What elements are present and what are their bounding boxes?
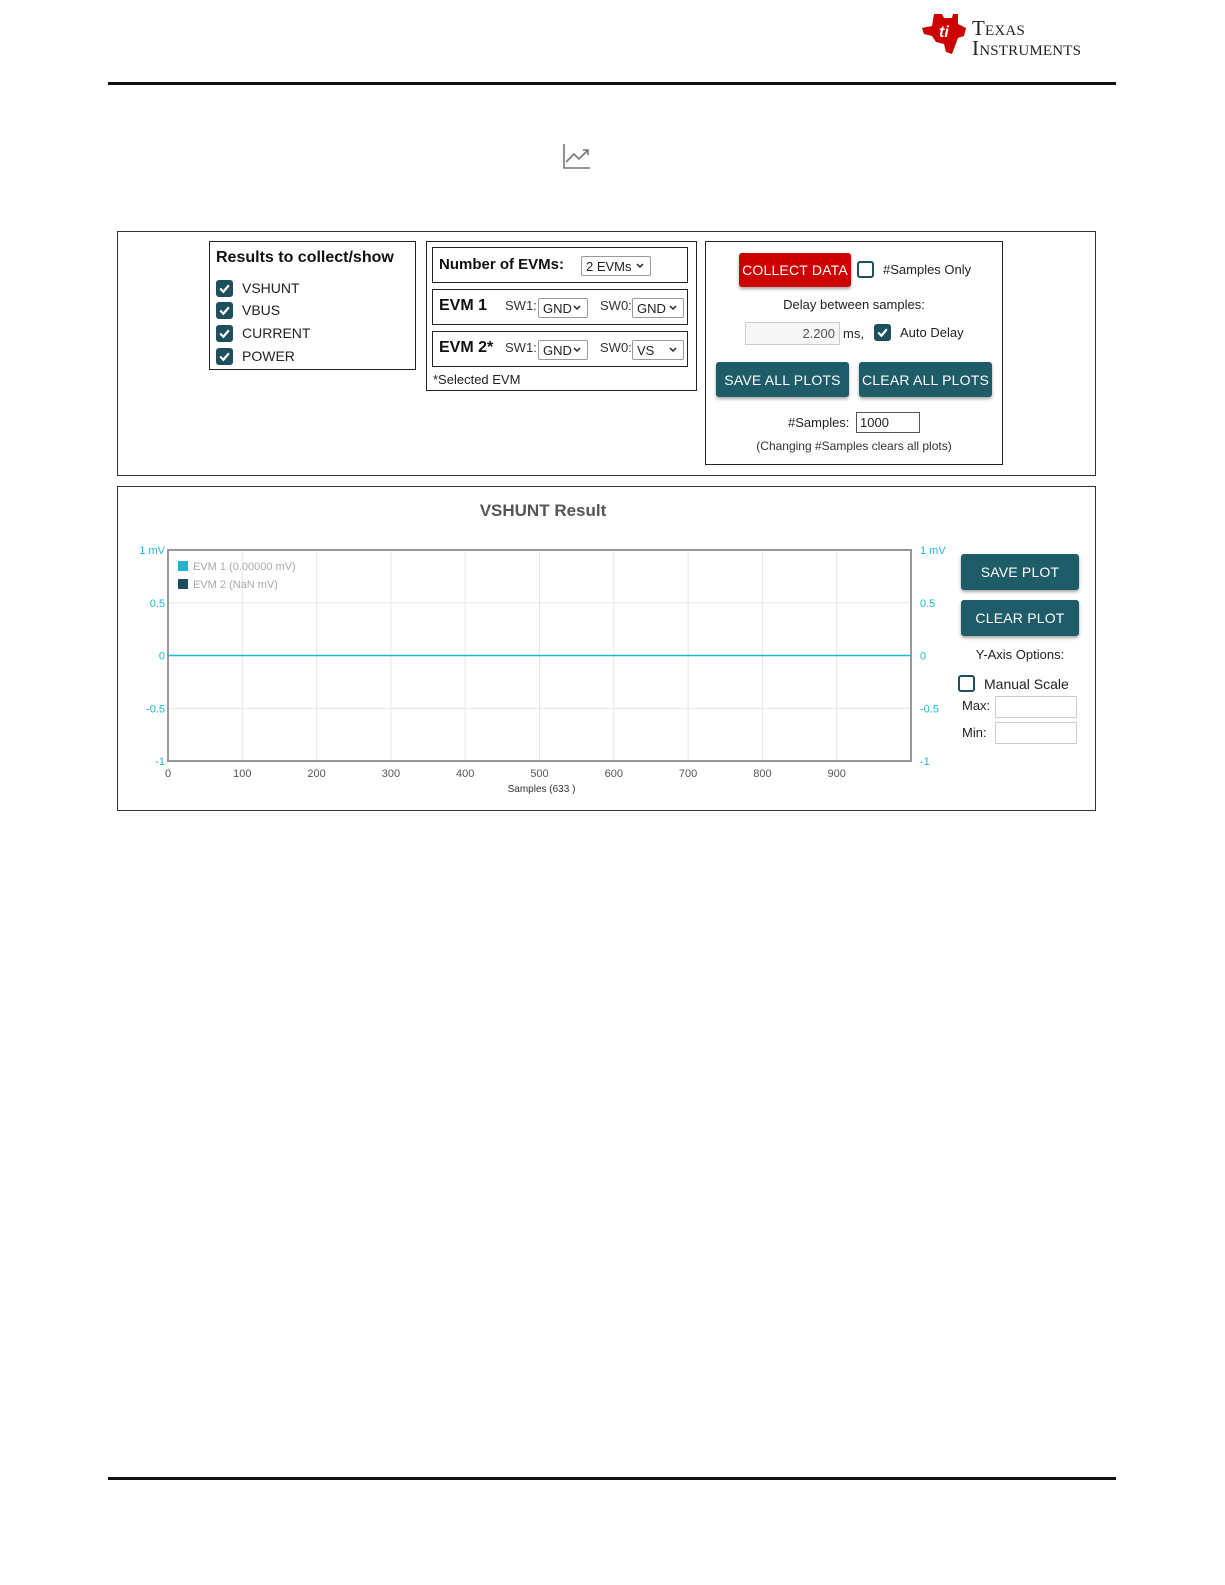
auto-delay-checkbox[interactable] <box>874 324 891 341</box>
x-tick-label: 400 <box>456 768 475 780</box>
delay-label: Delay between samples: <box>783 297 925 312</box>
header-rule <box>108 82 1116 85</box>
line-chart-icon[interactable] <box>562 142 592 175</box>
checkmark-icon <box>218 327 231 340</box>
x-tick-label: 600 <box>604 768 623 780</box>
result-option-vbus[interactable] <box>216 300 280 320</box>
chevron-down-icon <box>668 345 678 355</box>
results-title: Results to collect/show <box>216 249 394 266</box>
num-evms-row <box>432 247 688 283</box>
x-tick-label: 100 <box>233 768 252 780</box>
y-tick-label-left: -0.5 <box>146 703 165 716</box>
result-option-current[interactable] <box>216 323 310 343</box>
legend-swatch-1 <box>178 561 188 571</box>
checkmark-icon <box>876 326 889 339</box>
y-tick-label-left: 1 mV <box>139 545 165 557</box>
checkmark-icon <box>218 304 231 317</box>
result-checkbox[interactable] <box>216 325 233 342</box>
save-all-plots-button[interactable]: SAVE ALL PLOTS <box>716 362 849 397</box>
manual-scale-checkbox[interactable] <box>958 675 975 692</box>
vshunt-chart <box>118 487 958 810</box>
legend-label-1: EVM 1 (0.00000 mV) <box>193 561 296 573</box>
x-tick-label: 0 <box>164 768 172 780</box>
evm1-sw0-label: SW0: <box>600 298 632 313</box>
result-label: VSHUNT <box>242 280 300 296</box>
chevron-down-icon <box>635 261 645 271</box>
evm2-sw0-label: SW0: <box>600 340 632 355</box>
result-option-vshunt[interactable] <box>216 278 300 298</box>
evm1-sw0-value: GND <box>637 300 666 316</box>
evm1-sw1-select[interactable] <box>538 298 588 318</box>
chevron-down-icon <box>572 345 582 355</box>
result-checkbox[interactable] <box>216 280 233 297</box>
y-axis-options-label: Y-Axis Options: <box>975 647 1065 662</box>
evm2-sw1-value: GND <box>543 342 572 358</box>
result-label: VBUS <box>242 302 281 318</box>
evm2-sw0-value: VS <box>637 342 655 358</box>
num-evms-value: 2 EVMs <box>586 258 632 274</box>
min-label: Min: <box>962 725 987 740</box>
delay-unit: ms, <box>843 326 864 341</box>
max-input[interactable] <box>995 696 1077 718</box>
evm2-sw1-label: SW1: <box>505 340 537 355</box>
x-tick-label: 800 <box>753 768 772 780</box>
y-tick-label-left: -1 <box>155 756 165 768</box>
samples-only-option[interactable] <box>857 261 971 278</box>
evm1-row <box>432 289 688 325</box>
result-label: CURRENT <box>242 325 311 341</box>
selected-evm-note: *Selected EVM <box>433 372 521 387</box>
logo-line1: Texas <box>972 16 1025 40</box>
samples-only-checkbox[interactable] <box>857 261 874 278</box>
evm-box <box>426 241 697 391</box>
clear-plot-button[interactable]: CLEAR PLOT <box>961 600 1079 636</box>
result-checkbox[interactable] <box>216 302 233 319</box>
evm2-label: EVM 2* <box>439 339 494 356</box>
evm1-sw1-label: SW1: <box>505 298 537 313</box>
x-tick-label: 900 <box>827 768 846 780</box>
chart-title: VSHUNT Result <box>479 501 607 520</box>
collect-box <box>705 241 1003 465</box>
evm1-label: EVM 1 <box>439 297 488 314</box>
manual-scale-label: Manual Scale <box>984 675 1069 692</box>
num-evms-label: Number of EVMs: <box>439 256 565 273</box>
result-checkbox[interactable] <box>216 348 233 365</box>
result-option-power[interactable] <box>216 346 295 366</box>
num-evms-select[interactable] <box>581 256 651 276</box>
legend-label-2: EVM 2 (NaN mV) <box>193 579 278 591</box>
delay-input[interactable]: 2.200 <box>745 322 840 345</box>
collect-data-button[interactable]: COLLECT DATA <box>739 253 851 287</box>
ti-wordmark <box>972 18 1081 58</box>
legend-swatch-2 <box>178 579 188 589</box>
save-plot-button[interactable]: SAVE PLOT <box>961 554 1079 590</box>
samples-input[interactable]: 1000 <box>856 412 920 433</box>
min-input[interactable] <box>995 722 1077 744</box>
svg-text:ti: ti <box>939 24 949 41</box>
x-tick-label: 700 <box>678 768 698 780</box>
samples-only-label: #Samples Only <box>883 262 972 277</box>
logo-line2: Instruments <box>972 36 1082 60</box>
y-tick-label-right: -0.5 <box>920 703 939 716</box>
y-tick-label-right: 0 <box>920 650 927 663</box>
y-tick-label-right: -1 <box>920 756 930 768</box>
evm1-sw1-value: GND <box>543 300 572 316</box>
samples-label: #Samples: <box>788 415 850 430</box>
x-tick-label: 500 <box>530 768 549 780</box>
y-tick-label-left: 0.5 <box>149 597 165 610</box>
evm2-sw0-select[interactable] <box>632 340 684 360</box>
max-label: Max: <box>962 698 991 713</box>
y-tick-label-right: 0.5 <box>920 597 936 610</box>
manual-scale-option[interactable] <box>958 675 1069 692</box>
auto-delay-option[interactable] <box>874 324 964 341</box>
chevron-down-icon <box>668 303 678 313</box>
plot-panel <box>117 486 1096 811</box>
checkmark-icon <box>218 350 231 363</box>
x-tick-label: 200 <box>307 768 326 780</box>
y-tick-label-right: 1 mV <box>920 545 946 557</box>
evm2-sw1-select[interactable] <box>538 340 588 360</box>
evm1-sw0-select[interactable] <box>632 298 684 318</box>
x-axis-label: Samples (633 ) <box>507 784 576 795</box>
evm2-row <box>432 331 688 367</box>
result-label: POWER <box>242 348 295 364</box>
controls-panel <box>117 231 1096 476</box>
checkmark-icon <box>218 282 231 295</box>
results-box <box>209 241 416 370</box>
ti-logo <box>922 12 1118 62</box>
y-tick-label-left: 0 <box>158 650 165 663</box>
ti-logo-icon <box>922 12 968 56</box>
samples-note: (Changing #Samples clears all plots) <box>756 439 952 453</box>
auto-delay-label: Auto Delay <box>900 325 964 340</box>
x-tick-label: 300 <box>381 768 401 780</box>
clear-all-plots-button[interactable]: CLEAR ALL PLOTS <box>859 362 992 397</box>
chevron-down-icon <box>572 303 582 313</box>
footer-rule <box>108 1477 1116 1480</box>
